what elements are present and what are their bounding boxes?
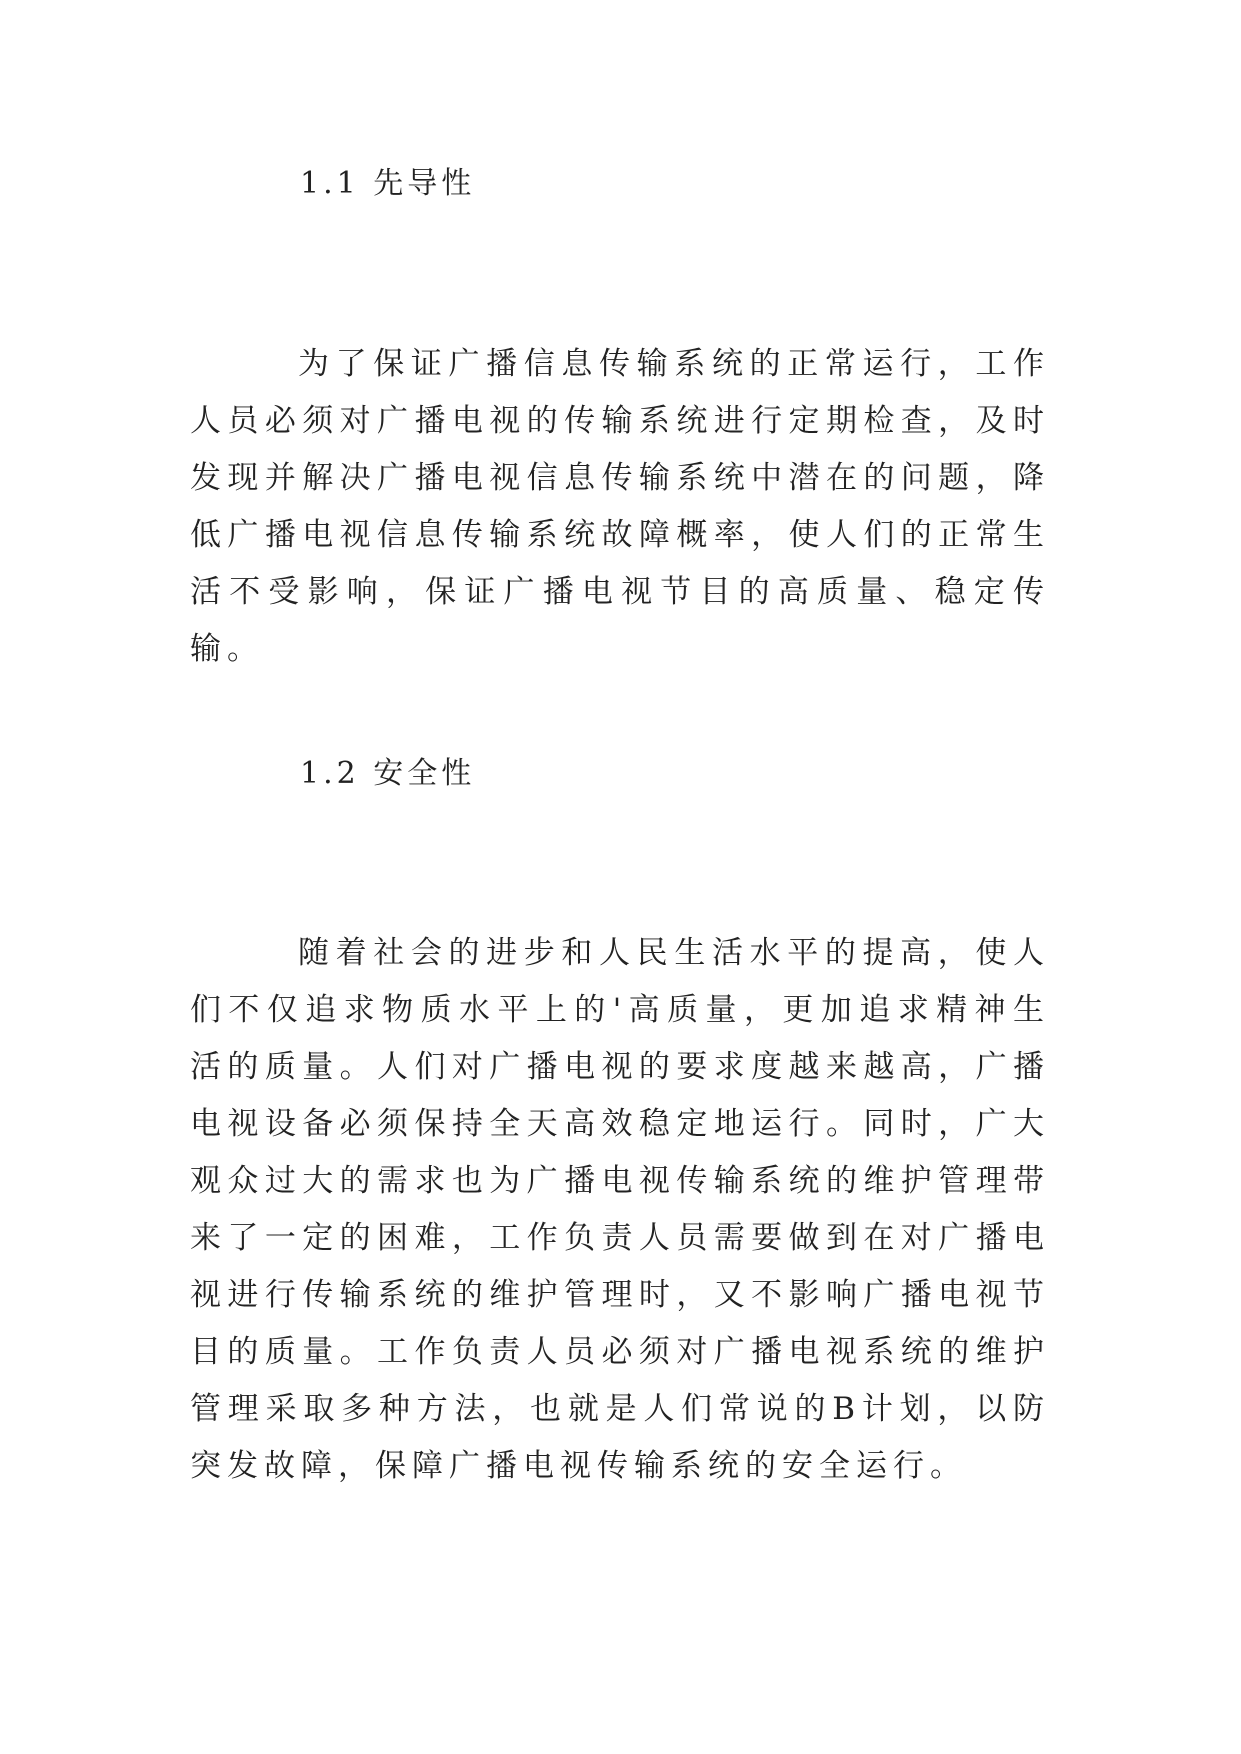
section-paragraph-1-1: 为了保证广播信息传输系统的正常运行，工作人员必须对广播电视的传输系统进行定期检查，及时发现并解决广播电视信息传输系统中潜在的问题，降低广播电视信息传输系统故障概率，使人们的正常生活不受影响，保证广播电视节目的高质量、稳定传输。 (190, 346, 1050, 667)
section-heading-1-1: 1.1 先导性 (300, 166, 476, 201)
section-heading-1-2: 1.2 安全性 (300, 756, 476, 791)
section-paragraph-1-2: 随着社会的进步和人民生活水平的提高，使人们不仅追求物质水平上的'高质量，更加追求精神生活的质量。人们对广播电视的要求度越来越高，广播电视设备必须保持全天高效稳定地运行。同时，广大观众过大的需求也为广播电视传输系统的维护管理带来了一定的困难，工作负责人员需要做到在对广播电视进行传输系统的维护管理时，又不影响广播电视节目的质量。工作负责人员必须对广播电视系统的维护管理采取多种方法，也就是人们常说的B计划，以防突发故障，保障广播电视传输系统的安全运行。 (190, 935, 1050, 1484)
